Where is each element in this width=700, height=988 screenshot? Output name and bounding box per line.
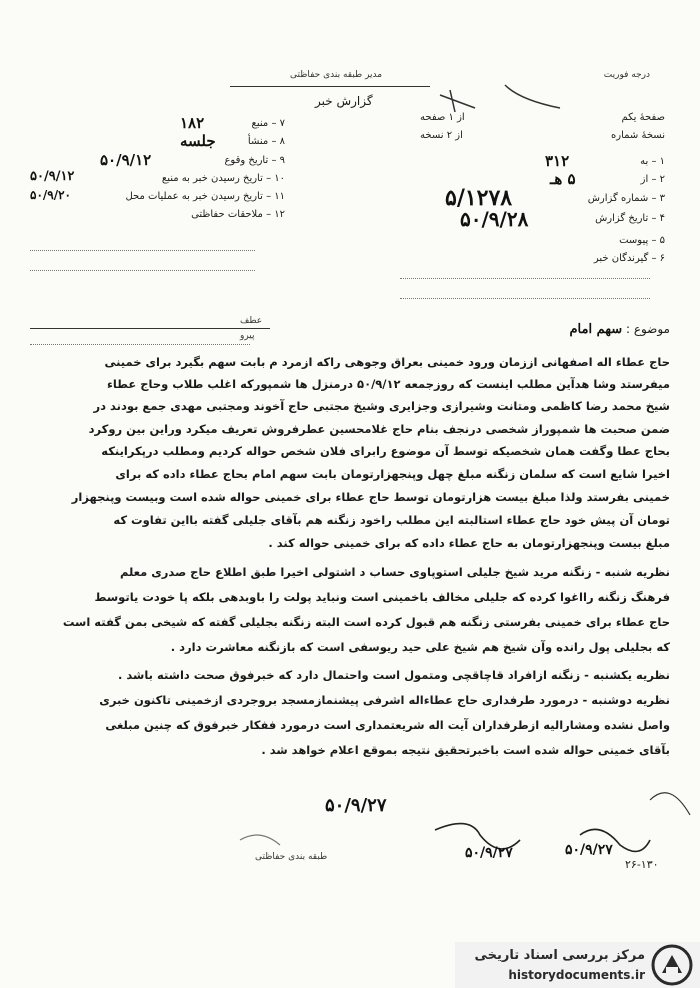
field-source-received-date: ۱۰ – تاریخ رسیدن خبر به منبع ۵۰/۹/۱۲	[30, 169, 285, 184]
field-occurrence-date: ۹ – تاریخ وقوع ۵۰/۹/۱۲	[100, 151, 285, 169]
body-line-16: واصل نشده ومشارالیه ازطرفداران آیت اله شریعتمداری است درمورد ففکار خبرفوق که چنین مبلغی	[105, 718, 670, 732]
body-line-14: نظریه یکشنبه - زنگنه ازافراد قاچاقچی ومتمول است واحتمال دارد که خبرفوق صحت داشته باشد .	[118, 668, 670, 682]
body-line-12: حاج عطاء برای خمینی بفرستی زنگنه هم قبول کرده است البته زنگنه بجلیلی گفته که شیخی بمن گفته است	[62, 615, 670, 629]
field-report-date: ۴ – تاریخ گزارش ۵۰/۹/۲۸	[460, 207, 665, 231]
field-copy: نسخهٔ شماره از ۲ نسخه	[420, 130, 665, 141]
body-line-9: مبلغ بیست وپنجهزارتومان به حاج عطاء داده که برای خمینی حواله کند .	[268, 536, 670, 550]
peyrow-label: پیرو	[240, 331, 255, 341]
body-line-4: ضمن صحبت ها شمپوراز شخصی درنجف بنام حاج غلامحسین عطرفروش تعریف میکرد وراین بین روکرد	[88, 422, 670, 436]
body-line-2: میفرستد وشا هدآین مطلب اینست که روزجمعه ۵۰/۹/۱۲ درمنزل ها شمپورکه اغلب طلاب وحاج عطاء	[106, 377, 670, 391]
body-line-10: نظریه شنبه - زنگنه مرید شیخ جلیلی استوپاوی حساب د اشتولی اخیرا طبق اطلاع حاج صدری معلم	[119, 565, 670, 579]
subject-label: موضوع	[633, 322, 670, 336]
atf-label: عطف	[240, 316, 263, 326]
field-source-received-value: ۵۰/۹/۱۲	[30, 169, 75, 184]
body-line-8: تومان آن پیش خود حاج عطاء استالبته این مطلب راخود زنگنه هم بآقای جلیلی گفته بااین تفاوت که	[113, 513, 670, 527]
archive-logo	[455, 942, 700, 988]
subject-row: موضوع : سهم امام	[569, 322, 670, 337]
subject-value: سهم امام	[569, 322, 623, 337]
handwritten-date: ۵۰/۹/۲۷	[325, 795, 387, 816]
signature-top-2	[505, 85, 560, 108]
logo-name: مرکز بررسی اسناد تاریخی	[474, 948, 645, 963]
body-line-15: نظریه دوشنبه - درمورد طرفداری حاج عطاءاله اشرفی پیشنمازمسجد بروجردی ازخمینی تاکنون خبری	[99, 693, 670, 707]
field-origin: ۸ – منشأ جلسه	[180, 132, 285, 150]
field-page: صفحهٔ یکم از ۱ صفحه	[420, 112, 665, 123]
field-ops-received-value: ۵۰/۹/۲۰	[30, 188, 71, 202]
field-report-number: ۳ – شماره گزارش ۵/۱۲۷۸	[445, 185, 665, 211]
signature-top-1	[440, 90, 475, 112]
field-ops-received-date: ۱۱ – تاریخ رسیدن خبر به عملیات محل ۵۰/۹/۲۰	[30, 188, 285, 202]
body-line-11: فرهنگ زنگنه رااغوا کرده که جلیلی مخالف باخمینی است ونباید پولت را باوبدهی بلکه پا خودت یاتوسط	[94, 590, 670, 604]
field-security-notes: ۱۲ – ملاحقات حفاظتی	[191, 209, 285, 220]
field-to-value: ۳۱۲	[545, 152, 570, 170]
body-line-13: که بجلیلی پول رانده وآن شیخ هم شیخ علی حید ریوسفی است که بازنگنه معاشرت دارد .	[170, 640, 670, 654]
margin-scribble	[650, 793, 690, 815]
left-footer-scribble	[240, 835, 280, 845]
field-source: ۷ – منبع ۱۸۲	[180, 114, 285, 132]
body-line-3: شیخ محمد رضا کاظمی ومتانت وشیرازی وجزایری وشیخ مجتبی حاج آخوند ومجتبی مهدی جمع بودند در	[93, 399, 670, 413]
field-source-value: ۱۸۲	[180, 114, 205, 132]
footer-date-3: ۵۰/۹/۲۷	[565, 842, 613, 858]
logo-url: historydocuments.ir	[508, 968, 645, 982]
security-unit-label: مدیر طبقه بندی حفاظتی	[290, 70, 383, 80]
field-from-value: ۵ هـ	[550, 170, 576, 188]
field-attachment: ۵ – پیوست	[619, 235, 665, 246]
archive-emblem-icon	[650, 943, 694, 987]
body-line-17: بآقای خمینی حواله شده است باخبرتحقیق نتیجه بموقع اعلام خواهد شد .	[261, 743, 670, 757]
field-origin-value: جلسه	[180, 132, 216, 150]
field-occurrence-date-value: ۵۰/۹/۱۲	[100, 151, 152, 169]
body-line-6: اخیرا شایع است که سلمان زنگنه مبلغ چهل وپنجهزارتومان بابت سهم امام بحاج عطاء داده که برای	[115, 467, 670, 481]
body-line-7: خمینی بفرستد ولذا مبلغ بیست هزارتومان توسط حاج عطاء برای خمینی حواله شده است وبیست وپنجهزار	[71, 490, 670, 504]
body-line-5: بحاج عطا وگفت همان شخصیکه توسط آن موضوع رابرای فلان شخص حواله کردیم ومطلب درپکراینکه	[101, 444, 670, 458]
urgency-label: درجه فوریت	[603, 70, 650, 80]
footer-security-label: طبقه بندی حفاظتی	[255, 852, 328, 862]
field-report-number-value: ۵/۱۲۷۸	[445, 185, 513, 211]
field-report-date-value: ۵۰/۹/۲۸	[460, 207, 529, 231]
footer-ref-number: ۲۶-۱۳۰	[625, 858, 659, 871]
field-from: ۲ – از ۵ هـ	[550, 170, 665, 188]
body-line-1: حاج عطاء اله اصفهانی اززمان ورود خمینی بعراق وجوهی راکه ازمرد م بابت سهم بگیرد برای خمینی	[104, 355, 670, 369]
report-title: گزارش خبر	[315, 94, 373, 108]
field-recipients: ۶ – گیرندگان خبر	[593, 253, 665, 264]
field-to: ۱ – به ۳۱۲	[545, 152, 665, 170]
footer-date-2: ۵۰/۹/۲۷	[465, 845, 513, 861]
